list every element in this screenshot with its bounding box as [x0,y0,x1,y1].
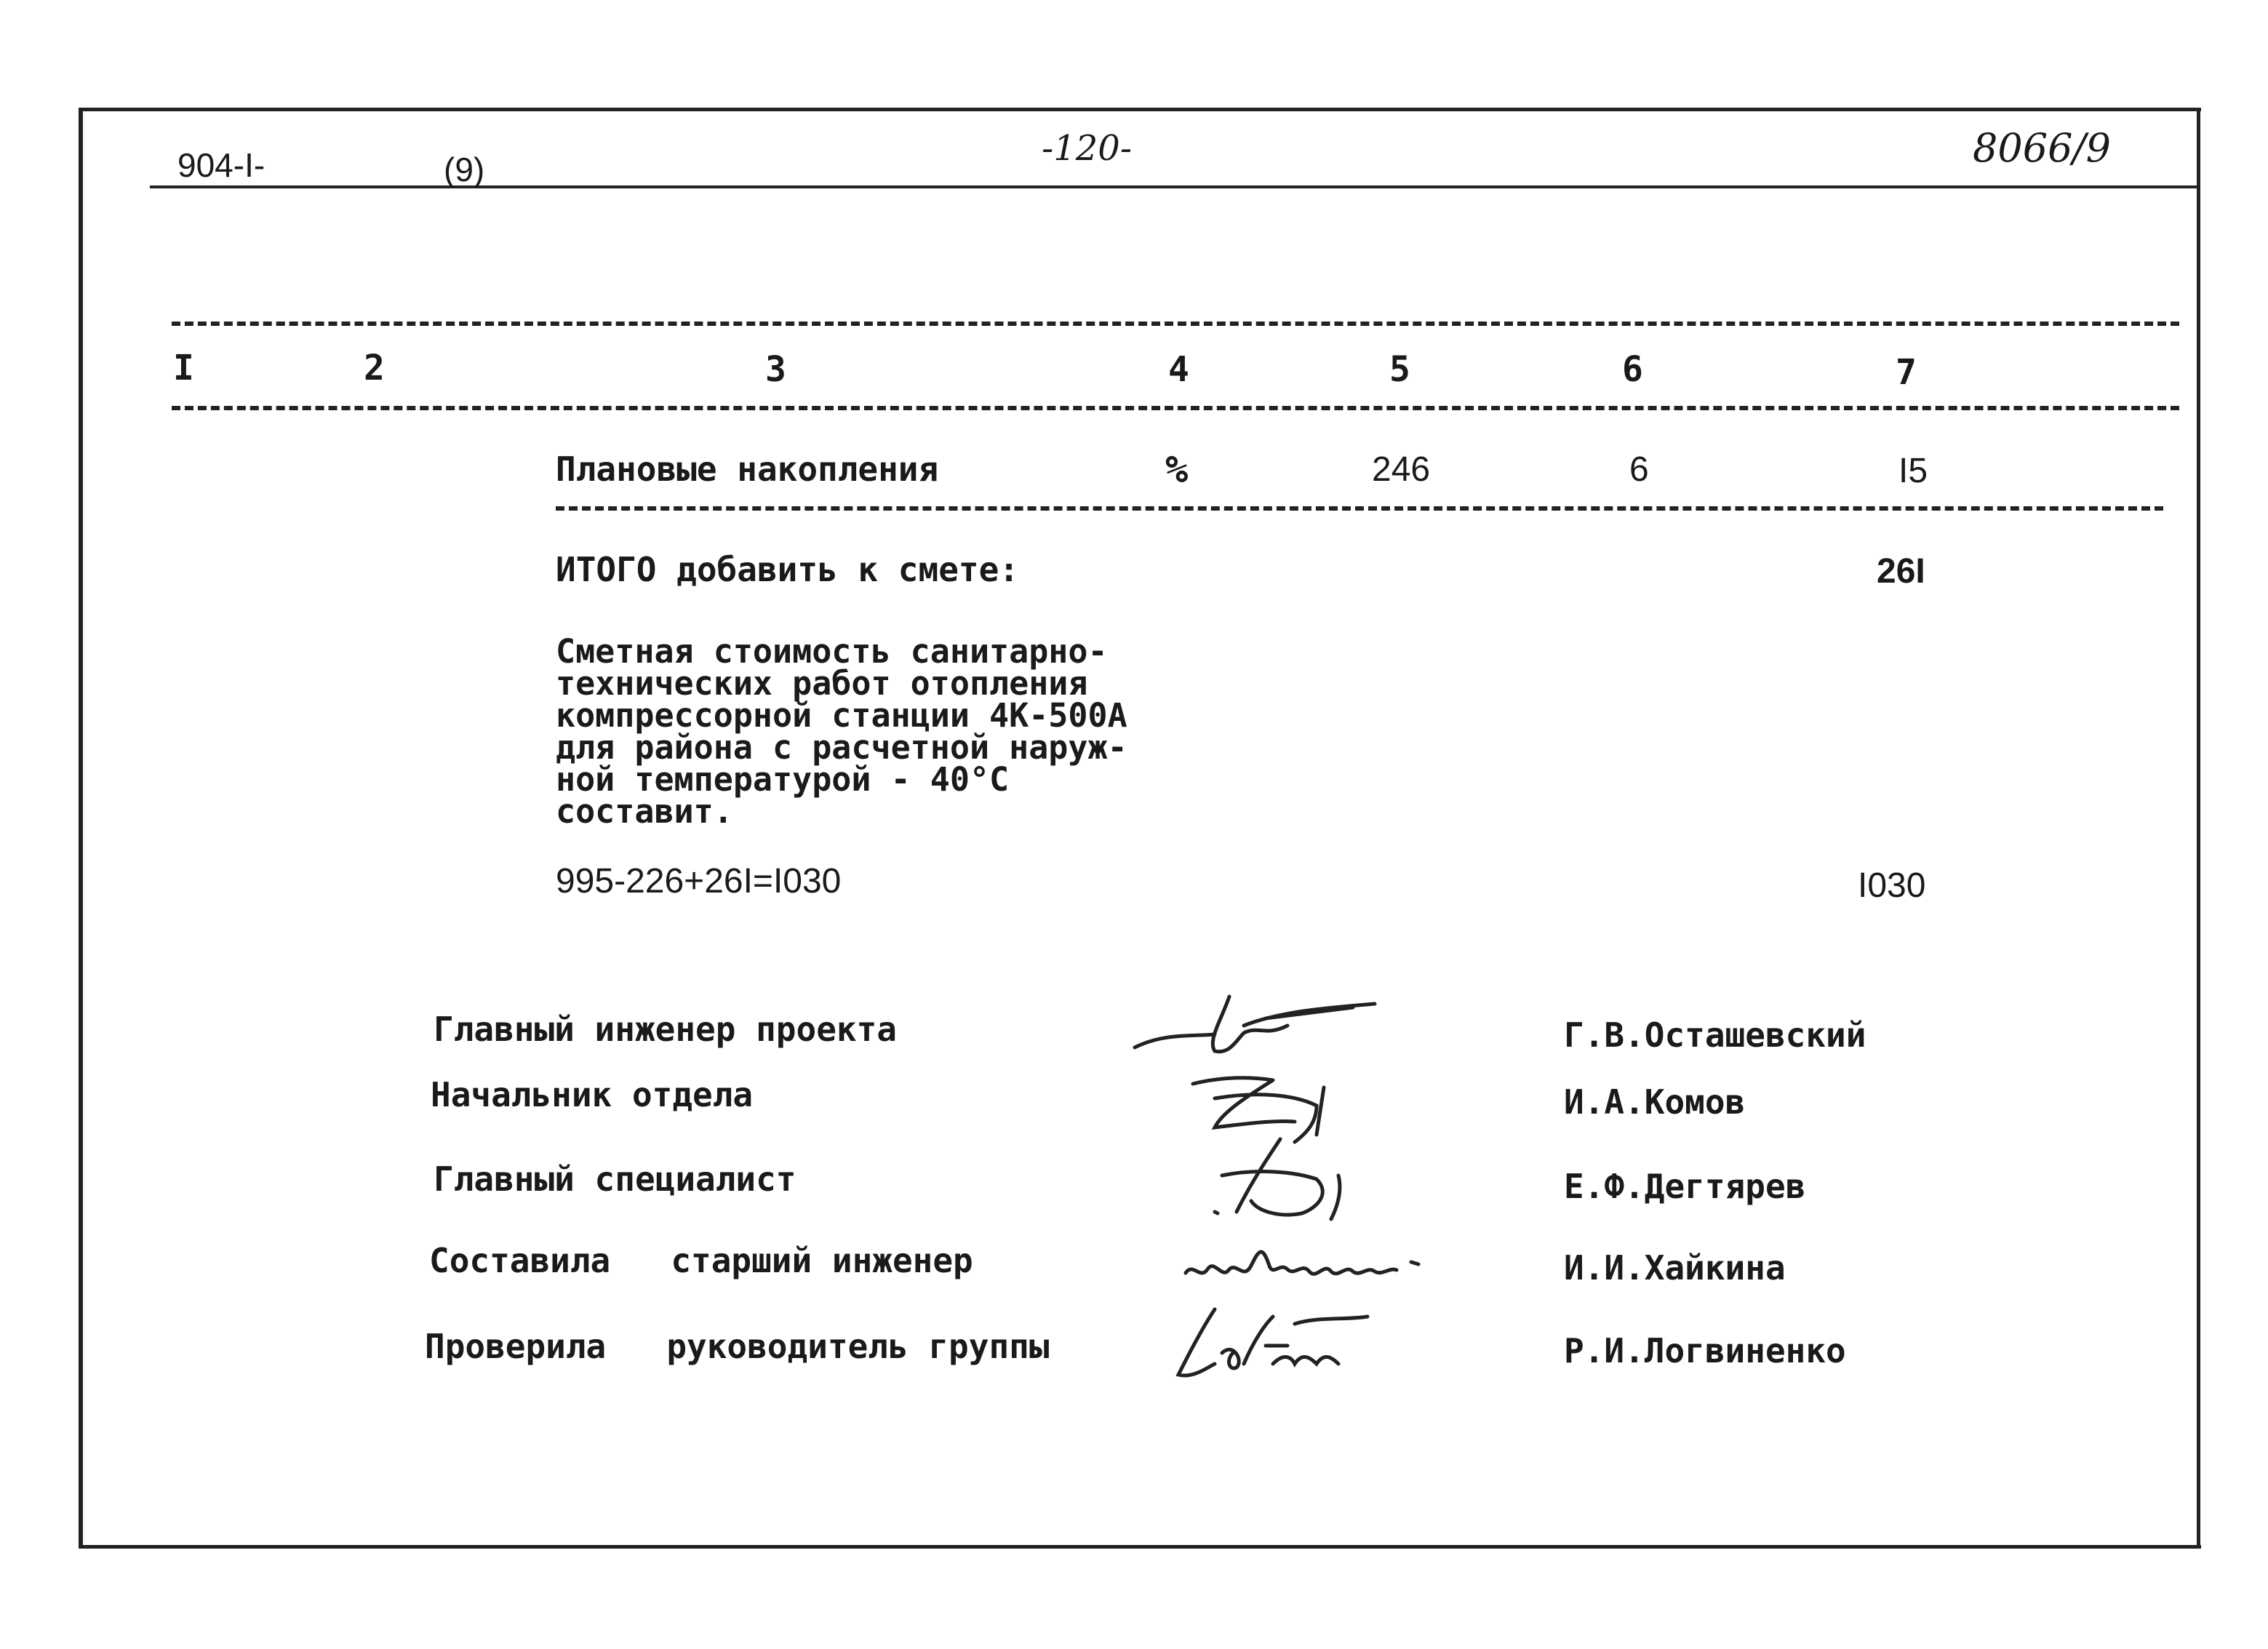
signatory-role-2: Начальник отдела [431,1075,754,1114]
signatory-name-2: И.А.Комов [1564,1082,1746,1122]
estimate-description [556,632,1152,831]
sheet-number: 8066/9 [1973,125,2111,171]
column-number-5: 5 [1389,349,1410,390]
planned-savings-dashed-line [556,506,2163,511]
column-number-3: 3 [765,349,786,390]
total-add-label: ИТОГО добавить к смете: [556,550,1019,589]
planned-savings-col5: 246 [1372,450,1431,489]
planned-savings-col6: 6 [1629,450,1649,489]
page-number: -120- [1042,128,1133,169]
column-number-2: 2 [364,348,385,388]
estimate-line: составит. [556,792,733,831]
signature-senior-engineer [1178,1229,1455,1295]
planned-savings-unit: % [1165,448,1189,492]
frame-bottom-border [79,1545,2201,1549]
table-header-dashed-line [172,406,2179,410]
estimate-line: технических работ отопления [556,664,1088,703]
signatory-name-3: Е.Ф.Дегтярев [1564,1167,1806,1206]
planned-savings-label: Плановые накопления [556,450,939,489]
signature-group-leader [1164,1295,1382,1389]
signatory-role-3: Главный специалист [434,1159,796,1199]
signatory-role-4: Составила старший инженер [429,1241,973,1280]
signatory-role-5: Проверила руководитель группы [425,1327,1050,1366]
table-top-dashed-line [172,322,2179,326]
frame-left-border [79,108,83,1548]
frame-right-border [2197,108,2200,1548]
doc-part: (9) [444,151,485,188]
signatory-name-4: И.И.Хайкина [1564,1248,1786,1287]
frame-top-border [79,108,2201,111]
estimate-line: ной температурой - 40°С [556,760,1010,799]
signatory-name-5: Р.И.Логвиненко [1564,1331,1846,1370]
estimate-formula: 995-226+26I=I030 [556,862,842,901]
estimate-line: компрессорной станции 4К-500А [556,696,1127,735]
estimate-line: Сметная стоимость санитарно- [556,632,1108,671]
column-number-7: 7 [1896,352,1917,393]
estimate-result: I030 [1858,866,1926,905]
planned-savings-col7: I5 [1898,452,1928,490]
signatory-role-1: Главный инженер проекта [434,1010,897,1049]
signature-chief-specialist [1193,1132,1367,1226]
column-number-4: 4 [1168,349,1189,390]
estimate-line: для района с расчетной наруж- [556,728,1127,767]
signatory-name-1: Г.В.Осташевский [1564,1015,1866,1055]
column-number-1: I [173,348,194,388]
total-add-value: 26I [1877,552,1925,591]
column-number-6: 6 [1622,349,1643,390]
doc-code: 904-I- [177,146,265,184]
